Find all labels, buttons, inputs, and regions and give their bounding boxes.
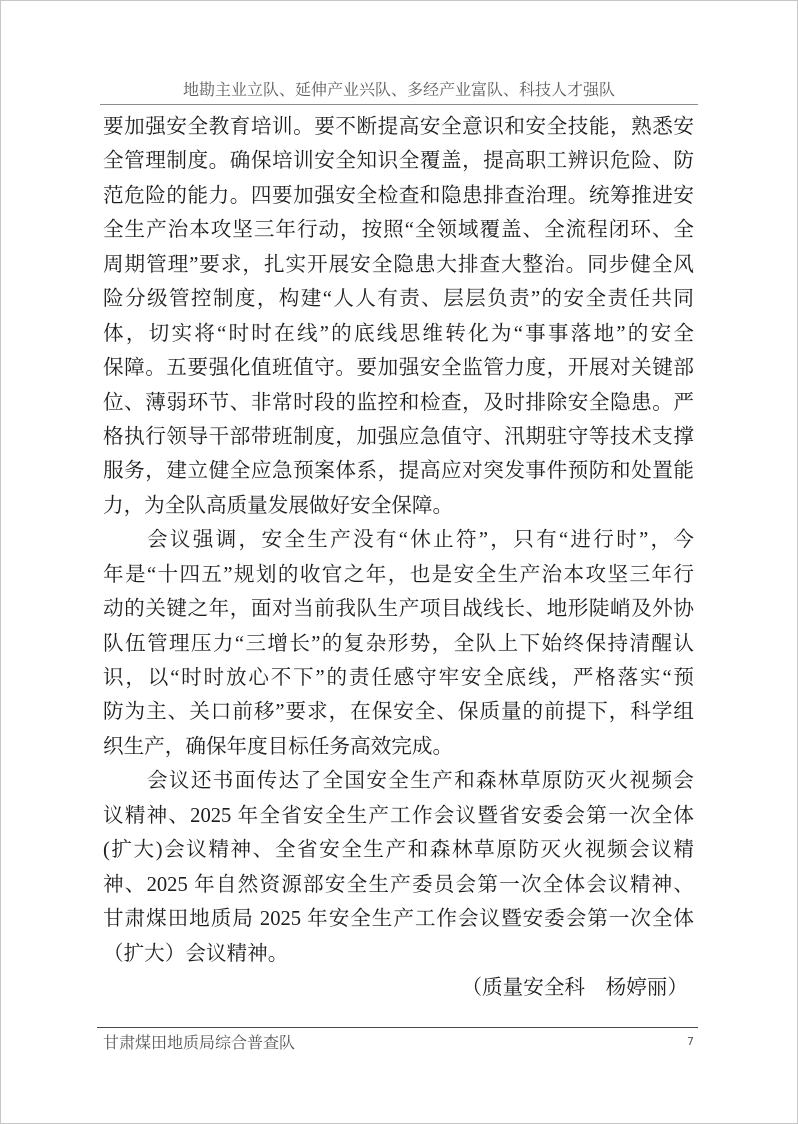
body-text-line: 范危险的能力。四要加强安全检查和隐患排查治理。统筹推进安 (103, 184, 694, 207)
body-text-line: 议精神、2025 年全省安全生产工作会议暨省安委会第一次全体 (103, 804, 694, 827)
body-text-line: 会议还书面传达了全国安全生产和森林草原防灭火视频会 (147, 770, 694, 793)
body-text-line: 格执行领导干部带班制度，加强应急值守、汛期驻守等技术支撑 (103, 425, 694, 448)
body-text-line: 会议强调，安全生产没有“休止符”，只有“进行时”，今 (147, 529, 694, 552)
body-text-line: 要加强安全教育培训。要不断提高安全意识和安全技能，熟悉安 (103, 116, 694, 138)
body-text-line: 保障。五要强化值班值守。要加强安全监管力度，开展对关键部 (103, 357, 694, 380)
body-text-line: 甘肃煤田地质局 2025 年安全生产工作会议暨安委会第一次全体 (103, 908, 694, 931)
body-text-line: （扩大）会议精神。 (103, 942, 289, 965)
body-text-line: 周期管理”要求，扎实开展安全隐患大排查大整治。同步健全风 (103, 253, 694, 276)
page-number: 7 (687, 1035, 694, 1048)
footer-organization: 甘肃煤田地质局综合普查队 (103, 1033, 296, 1052)
body-text-line: 织生产，确保年度目标任务高效完成。 (103, 735, 454, 758)
body-text-line: 力，为全队高质量发展做好安全保障。 (103, 494, 454, 517)
body-text-line: 防为主、关口前移”要求，在保安全、保质量的前提下，科学组 (103, 701, 694, 724)
body-text-line: 险分级管控制度，构建“人人有责、层层负责”的安全责任共同 (103, 288, 694, 311)
paragraph-2 (103, 523, 694, 764)
header-motto: 地勘主业立队、延伸产业兴队、多经产业富队、科技人才强队 (182, 80, 615, 99)
paragraph-3 (103, 764, 694, 971)
body-text-line: 全管理制度。确保培训安全知识全覆盖，提高职工辨识危险、防 (103, 150, 694, 173)
author-signature: （质量安全科 杨婷丽） (461, 976, 688, 999)
article-body (103, 110, 694, 1005)
header-divider (100, 104, 698, 105)
body-text-line: 服务，建立健全应急预案体系，提高应对突发事件预防和处置能 (103, 460, 694, 483)
body-text-line: 体，切实将“时时在线”的底线思维转化为“事事落地”的安全 (103, 322, 694, 345)
body-text-line: 识，以“时时放心不下”的责任感守牢安全底线，严格落实“预 (103, 667, 694, 689)
body-text-line: 动的关键之年，面对当前我队生产项目战线长、地形陡峭及外协 (103, 598, 694, 621)
body-text-line: (扩大)会议精神、全省安全生产和森林草原防灭火视频会议精 (103, 839, 694, 862)
body-text-line: 年是“十四五”规划的收官之年，也是安全生产治本攻坚三年行 (103, 563, 694, 586)
body-text-line: 位、薄弱环节、非常时段的监控和检查，及时排除安全隐患。严 (103, 391, 694, 414)
body-text-line: 神、2025 年自然资源部安全生产委员会第一次全体会议精神、 (103, 873, 694, 896)
body-text-line: 全生产治本攻坚三年行动，按照“全领域覆盖、全流程闭环、全 (103, 219, 694, 242)
footer-divider (97, 1027, 698, 1028)
body-text-line: 队伍管理压力“三增长”的复杂形势，全队上下始终保持清醒认 (103, 632, 694, 655)
paragraph-1 (103, 110, 694, 523)
